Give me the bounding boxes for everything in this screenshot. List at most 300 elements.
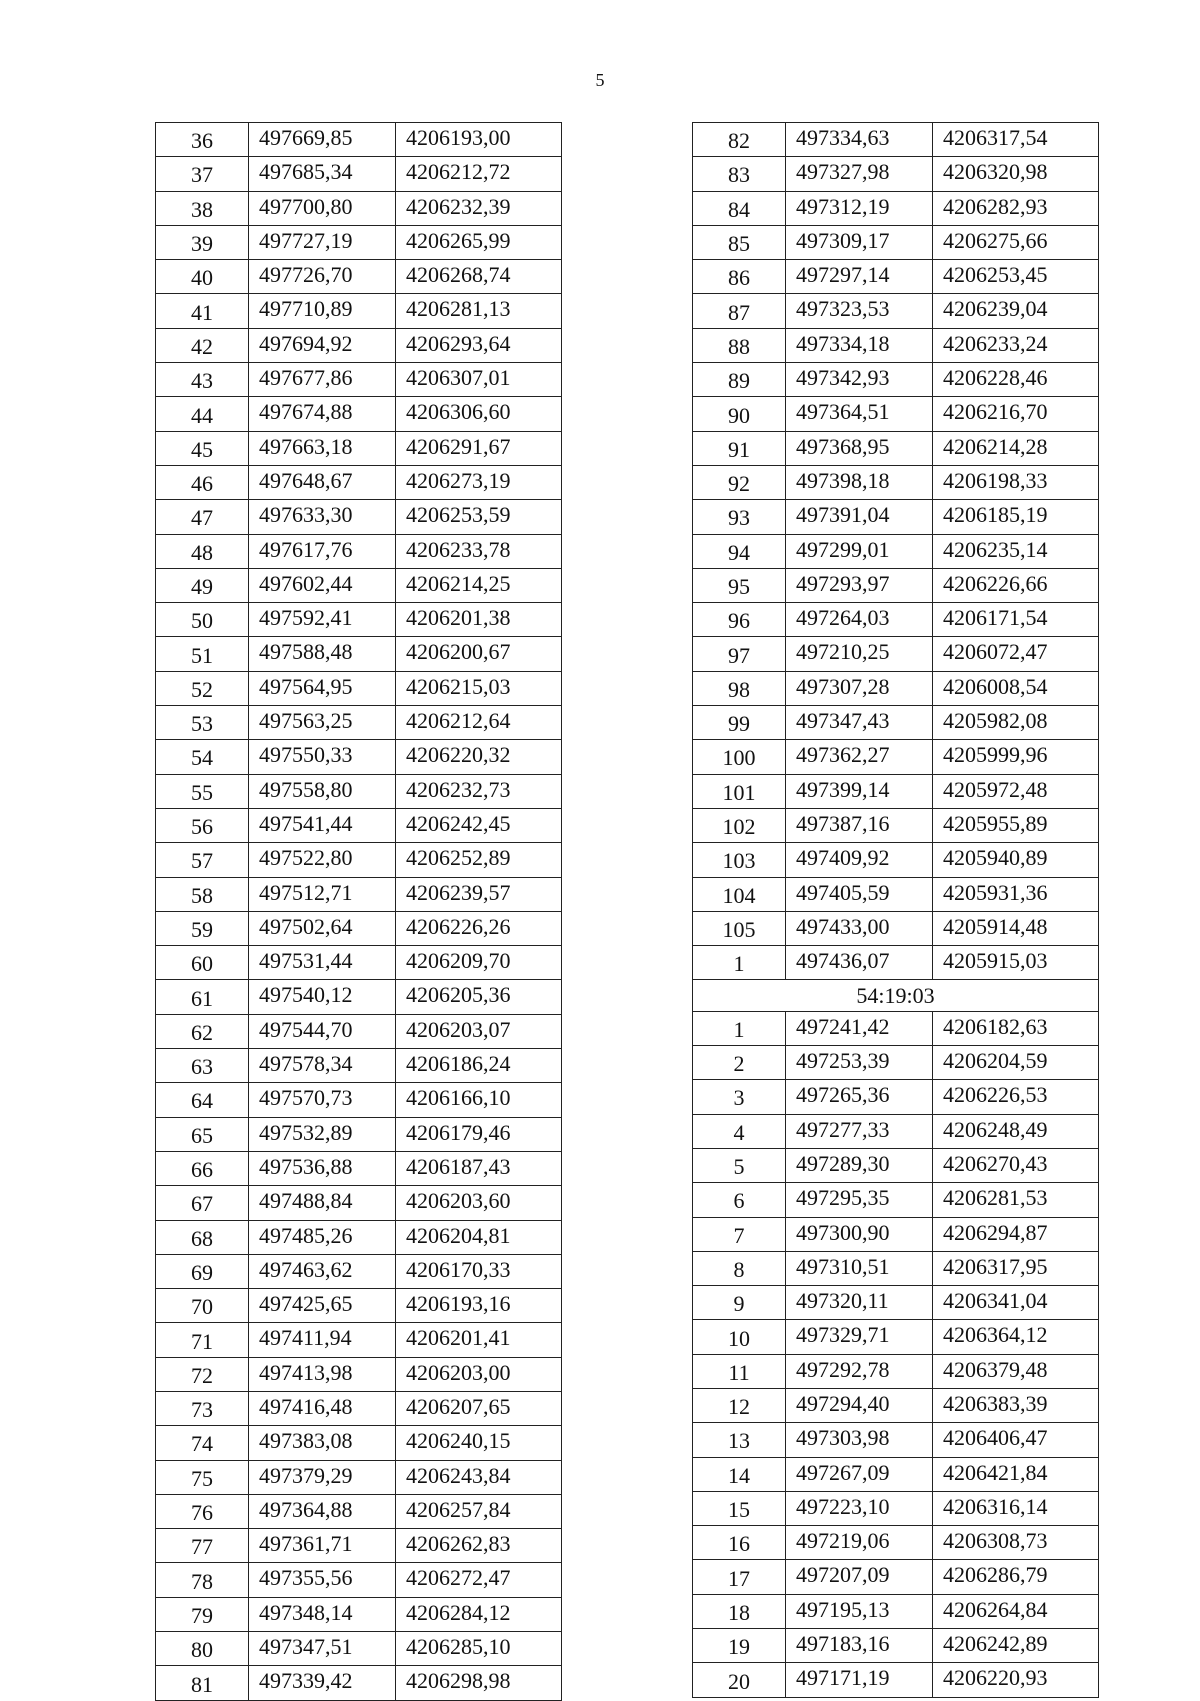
y-coordinate-cell: 4206201,41 (396, 1323, 562, 1357)
x-coordinate-cell: 497387,16 (786, 808, 933, 842)
table-row (156, 706, 562, 740)
y-coordinate-cell: 4206212,64 (396, 706, 562, 740)
table-row (693, 157, 1099, 191)
table-row (156, 1563, 562, 1597)
table-row (693, 397, 1099, 431)
point-number-cell: 93 (693, 500, 786, 534)
table-row (693, 671, 1099, 705)
point-number-cell: 65 (156, 1117, 249, 1151)
point-number-cell: 75 (156, 1460, 249, 1494)
table-row (156, 363, 562, 397)
point-number-cell: 59 (156, 911, 249, 945)
y-coordinate-cell: 4205999,96 (933, 740, 1099, 774)
x-coordinate-cell: 497297,14 (786, 260, 933, 294)
x-coordinate-cell: 497463,62 (249, 1254, 396, 1288)
table-row (156, 1220, 562, 1254)
table-row (693, 911, 1099, 945)
table-row (693, 191, 1099, 225)
y-coordinate-cell: 4206214,28 (933, 431, 1099, 465)
y-coordinate-cell: 4206307,01 (396, 363, 562, 397)
point-number-cell: 92 (693, 465, 786, 499)
y-coordinate-cell: 4206316,14 (933, 1491, 1099, 1525)
x-coordinate-cell: 497416,48 (249, 1391, 396, 1425)
point-number-cell: 39 (156, 225, 249, 259)
point-number-cell: 14 (693, 1457, 786, 1491)
table-row (693, 294, 1099, 328)
table-row (693, 808, 1099, 842)
x-coordinate-cell: 497183,16 (786, 1629, 933, 1663)
point-number-cell: 13 (693, 1423, 786, 1457)
y-coordinate-cell: 4206186,24 (396, 1049, 562, 1083)
table-row (693, 1388, 1099, 1422)
point-number-cell: 12 (693, 1388, 786, 1422)
point-number-cell: 85 (693, 225, 786, 259)
x-coordinate-cell: 497323,53 (786, 294, 933, 328)
point-number-cell: 87 (693, 294, 786, 328)
y-coordinate-cell: 4206201,38 (396, 603, 562, 637)
table-row (693, 1183, 1099, 1217)
point-number-cell: 42 (156, 328, 249, 362)
x-coordinate-cell: 497485,26 (249, 1220, 396, 1254)
table-row (156, 1632, 562, 1666)
point-number-cell: 102 (693, 808, 786, 842)
y-coordinate-cell: 4206232,39 (396, 191, 562, 225)
y-coordinate-cell: 4206294,87 (933, 1217, 1099, 1251)
point-number-cell: 37 (156, 157, 249, 191)
table-row (156, 911, 562, 945)
point-number-cell: 62 (156, 1014, 249, 1048)
x-coordinate-cell: 497413,98 (249, 1357, 396, 1391)
y-coordinate-cell: 4206252,89 (396, 843, 562, 877)
y-coordinate-cell: 4206317,95 (933, 1251, 1099, 1285)
table-row (693, 328, 1099, 362)
y-coordinate-cell: 4206242,89 (933, 1629, 1099, 1663)
x-coordinate-cell: 497292,78 (786, 1354, 933, 1388)
x-coordinate-cell: 497355,56 (249, 1563, 396, 1597)
x-coordinate-cell: 497347,51 (249, 1632, 396, 1666)
y-coordinate-cell: 4206233,78 (396, 534, 562, 568)
y-coordinate-cell: 4206253,59 (396, 500, 562, 534)
point-number-cell: 5 (693, 1148, 786, 1182)
y-coordinate-cell: 4206248,49 (933, 1114, 1099, 1148)
table-row (156, 637, 562, 671)
x-coordinate-cell: 497312,19 (786, 191, 933, 225)
x-coordinate-cell: 497540,12 (249, 980, 396, 1014)
y-coordinate-cell: 4206306,60 (396, 397, 562, 431)
x-coordinate-cell: 497295,35 (786, 1183, 933, 1217)
y-coordinate-cell: 4206179,46 (396, 1117, 562, 1151)
x-coordinate-cell: 497617,76 (249, 534, 396, 568)
y-coordinate-cell: 4205955,89 (933, 808, 1099, 842)
x-coordinate-cell: 497310,51 (786, 1251, 933, 1285)
x-coordinate-cell: 497241,42 (786, 1011, 933, 1045)
point-number-cell: 44 (156, 397, 249, 431)
x-coordinate-cell: 497532,89 (249, 1117, 396, 1151)
y-coordinate-cell: 4206166,10 (396, 1083, 562, 1117)
point-number-cell: 54 (156, 740, 249, 774)
y-coordinate-cell: 4206341,04 (933, 1286, 1099, 1320)
table-row (693, 1526, 1099, 1560)
y-coordinate-cell: 4206275,66 (933, 225, 1099, 259)
point-number-cell: 49 (156, 568, 249, 602)
point-number-cell: 50 (156, 603, 249, 637)
point-number-cell: 83 (693, 157, 786, 191)
table-row (156, 1151, 562, 1185)
point-number-cell: 89 (693, 363, 786, 397)
point-number-cell: 6 (693, 1183, 786, 1217)
x-coordinate-cell: 497563,25 (249, 706, 396, 740)
x-coordinate-cell: 497362,27 (786, 740, 933, 774)
y-coordinate-cell: 4206281,53 (933, 1183, 1099, 1217)
x-coordinate-cell: 497544,70 (249, 1014, 396, 1048)
point-number-cell: 79 (156, 1597, 249, 1631)
point-number-cell: 18 (693, 1594, 786, 1628)
y-coordinate-cell: 4206008,54 (933, 671, 1099, 705)
y-coordinate-cell: 4206281,13 (396, 294, 562, 328)
point-number-cell: 57 (156, 843, 249, 877)
table-row (156, 1494, 562, 1528)
y-coordinate-cell: 4206205,36 (396, 980, 562, 1014)
x-coordinate-cell: 497289,30 (786, 1148, 933, 1182)
y-coordinate-cell: 4206239,04 (933, 294, 1099, 328)
x-coordinate-cell: 497368,95 (786, 431, 933, 465)
point-number-cell: 80 (156, 1632, 249, 1666)
table-row (156, 1083, 562, 1117)
table-row (156, 1289, 562, 1323)
y-coordinate-cell: 4206257,84 (396, 1494, 562, 1528)
point-number-cell: 15 (693, 1491, 786, 1525)
y-coordinate-cell: 4206272,47 (396, 1563, 562, 1597)
x-coordinate-cell: 497267,09 (786, 1457, 933, 1491)
table-row (693, 1594, 1099, 1628)
x-coordinate-cell: 497710,89 (249, 294, 396, 328)
y-coordinate-cell: 4206406,47 (933, 1423, 1099, 1457)
point-number-cell: 19 (693, 1629, 786, 1663)
y-coordinate-cell: 4206226,66 (933, 568, 1099, 602)
x-coordinate-cell: 497309,17 (786, 225, 933, 259)
point-number-cell: 9 (693, 1286, 786, 1320)
x-coordinate-cell: 497522,80 (249, 843, 396, 877)
y-coordinate-cell: 4206233,24 (933, 328, 1099, 362)
x-coordinate-cell: 497223,10 (786, 1491, 933, 1525)
table-row (156, 1186, 562, 1220)
y-coordinate-cell: 4206170,33 (396, 1254, 562, 1288)
table-row (693, 1457, 1099, 1491)
y-coordinate-cell: 4206187,43 (396, 1151, 562, 1185)
point-number-cell: 94 (693, 534, 786, 568)
y-coordinate-cell: 4206273,19 (396, 465, 562, 499)
x-coordinate-cell: 497578,34 (249, 1049, 396, 1083)
y-coordinate-cell: 4206286,79 (933, 1560, 1099, 1594)
table-row (693, 1629, 1099, 1663)
point-number-cell: 66 (156, 1151, 249, 1185)
table-row (156, 328, 562, 362)
x-coordinate-cell: 497334,63 (786, 123, 933, 157)
y-coordinate-cell: 4206171,54 (933, 603, 1099, 637)
y-coordinate-cell: 4206203,60 (396, 1186, 562, 1220)
y-coordinate-cell: 4206253,45 (933, 260, 1099, 294)
table-row (693, 740, 1099, 774)
table-row (693, 843, 1099, 877)
table-row (156, 1597, 562, 1631)
x-coordinate-cell: 497592,41 (249, 603, 396, 637)
table-row (693, 123, 1099, 157)
table-row (693, 1354, 1099, 1388)
point-number-cell: 7 (693, 1217, 786, 1251)
table-row (693, 1046, 1099, 1080)
x-coordinate-cell: 497694,92 (249, 328, 396, 362)
y-coordinate-cell: 4206282,93 (933, 191, 1099, 225)
y-coordinate-cell: 4206291,67 (396, 431, 562, 465)
point-number-cell: 56 (156, 808, 249, 842)
y-coordinate-cell: 4206285,10 (396, 1632, 562, 1666)
y-coordinate-cell: 4206379,48 (933, 1354, 1099, 1388)
table-row (156, 946, 562, 980)
x-coordinate-cell: 497303,98 (786, 1423, 933, 1457)
x-coordinate-cell: 497293,97 (786, 568, 933, 602)
point-number-cell: 98 (693, 671, 786, 705)
y-coordinate-cell: 4206220,32 (396, 740, 562, 774)
y-coordinate-cell: 4206185,19 (933, 500, 1099, 534)
y-coordinate-cell: 4206270,43 (933, 1148, 1099, 1182)
table-row (156, 465, 562, 499)
x-coordinate-cell: 497294,40 (786, 1388, 933, 1422)
table-row (693, 225, 1099, 259)
x-coordinate-cell: 497663,18 (249, 431, 396, 465)
y-coordinate-cell: 4206215,03 (396, 671, 562, 705)
table-row (156, 740, 562, 774)
x-coordinate-cell: 497348,14 (249, 1597, 396, 1631)
point-number-cell: 48 (156, 534, 249, 568)
table-row (693, 1114, 1099, 1148)
x-coordinate-cell: 497541,44 (249, 808, 396, 842)
y-coordinate-cell: 4206072,47 (933, 637, 1099, 671)
x-coordinate-cell: 497277,33 (786, 1114, 933, 1148)
y-coordinate-cell: 4206207,65 (396, 1391, 562, 1425)
y-coordinate-cell: 4206320,98 (933, 157, 1099, 191)
y-coordinate-cell: 4206262,83 (396, 1529, 562, 1563)
point-number-cell: 36 (156, 123, 249, 157)
x-coordinate-cell: 497329,71 (786, 1320, 933, 1354)
table-row (156, 774, 562, 808)
y-coordinate-cell: 4206317,54 (933, 123, 1099, 157)
point-number-cell: 95 (693, 568, 786, 602)
table-row (693, 1320, 1099, 1354)
x-coordinate-cell: 497405,59 (786, 877, 933, 911)
point-number-cell: 74 (156, 1426, 249, 1460)
y-coordinate-cell: 4206232,73 (396, 774, 562, 808)
table-row (156, 1460, 562, 1494)
y-coordinate-cell: 4206198,33 (933, 465, 1099, 499)
point-number-cell: 8 (693, 1251, 786, 1285)
x-coordinate-cell: 497648,67 (249, 465, 396, 499)
x-coordinate-cell: 497531,44 (249, 946, 396, 980)
point-number-cell: 46 (156, 465, 249, 499)
x-coordinate-cell: 497726,70 (249, 260, 396, 294)
point-number-cell: 45 (156, 431, 249, 465)
point-number-cell: 68 (156, 1220, 249, 1254)
y-coordinate-cell: 4206214,25 (396, 568, 562, 602)
x-coordinate-cell: 497399,14 (786, 774, 933, 808)
point-number-cell: 1 (693, 946, 786, 980)
table-row (156, 603, 562, 637)
point-number-cell: 3 (693, 1080, 786, 1114)
y-coordinate-cell: 4206226,53 (933, 1080, 1099, 1114)
x-coordinate-cell: 497327,98 (786, 157, 933, 191)
x-coordinate-cell: 497300,90 (786, 1217, 933, 1251)
point-number-cell: 70 (156, 1289, 249, 1323)
point-number-cell: 60 (156, 946, 249, 980)
x-coordinate-cell: 497379,29 (249, 1460, 396, 1494)
table-row (156, 1049, 562, 1083)
y-coordinate-cell: 4206308,73 (933, 1526, 1099, 1560)
y-coordinate-cell: 4206203,07 (396, 1014, 562, 1048)
point-number-cell: 11 (693, 1354, 786, 1388)
point-number-cell: 58 (156, 877, 249, 911)
y-coordinate-cell: 4206212,72 (396, 157, 562, 191)
y-coordinate-cell: 4206216,70 (933, 397, 1099, 431)
x-coordinate-cell: 497677,86 (249, 363, 396, 397)
point-number-cell: 51 (156, 637, 249, 671)
point-number-cell: 2 (693, 1046, 786, 1080)
y-coordinate-cell: 4205931,36 (933, 877, 1099, 911)
table-row (693, 706, 1099, 740)
y-coordinate-cell: 4205940,89 (933, 843, 1099, 877)
point-number-cell: 103 (693, 843, 786, 877)
table-row (693, 1286, 1099, 1320)
point-number-cell: 88 (693, 328, 786, 362)
x-coordinate-cell: 497383,08 (249, 1426, 396, 1460)
y-coordinate-cell: 4206383,39 (933, 1388, 1099, 1422)
point-number-cell: 16 (693, 1526, 786, 1560)
x-coordinate-cell: 497633,30 (249, 500, 396, 534)
x-coordinate-cell: 497602,44 (249, 568, 396, 602)
y-coordinate-cell: 4206293,64 (396, 328, 562, 362)
point-number-cell: 84 (693, 191, 786, 225)
x-coordinate-cell: 497436,07 (786, 946, 933, 980)
point-number-cell: 82 (693, 123, 786, 157)
point-number-cell: 17 (693, 1560, 786, 1594)
x-coordinate-cell: 497570,73 (249, 1083, 396, 1117)
point-number-cell: 100 (693, 740, 786, 774)
x-coordinate-cell: 497550,33 (249, 740, 396, 774)
table-row (156, 843, 562, 877)
point-number-cell: 76 (156, 1494, 249, 1528)
table-row (693, 431, 1099, 465)
table-row (156, 877, 562, 911)
table-row (693, 363, 1099, 397)
y-coordinate-cell: 4206240,15 (396, 1426, 562, 1460)
point-number-cell: 78 (156, 1563, 249, 1597)
table-row (693, 260, 1099, 294)
x-coordinate-cell: 497195,13 (786, 1594, 933, 1628)
point-number-cell: 105 (693, 911, 786, 945)
point-number-cell: 47 (156, 500, 249, 534)
point-number-cell: 20 (693, 1663, 786, 1697)
table-row (156, 534, 562, 568)
x-coordinate-cell: 497265,36 (786, 1080, 933, 1114)
y-coordinate-cell: 4206268,74 (396, 260, 562, 294)
x-coordinate-cell: 497727,19 (249, 225, 396, 259)
x-coordinate-cell: 497219,06 (786, 1526, 933, 1560)
table-row (156, 1391, 562, 1425)
table-row (156, 1117, 562, 1151)
table-row (693, 534, 1099, 568)
x-coordinate-cell: 497674,88 (249, 397, 396, 431)
x-coordinate-cell: 497488,84 (249, 1186, 396, 1220)
point-number-cell: 53 (156, 706, 249, 740)
point-number-cell: 101 (693, 774, 786, 808)
point-number-cell: 86 (693, 260, 786, 294)
x-coordinate-cell: 497564,95 (249, 671, 396, 705)
y-coordinate-cell: 4206239,57 (396, 877, 562, 911)
table-row (156, 1426, 562, 1460)
y-coordinate-cell: 4206200,67 (396, 637, 562, 671)
x-coordinate-cell: 497700,80 (249, 191, 396, 225)
x-coordinate-cell: 497307,28 (786, 671, 933, 705)
y-coordinate-cell: 4206235,14 (933, 534, 1099, 568)
point-number-cell: 61 (156, 980, 249, 1014)
point-number-cell: 96 (693, 603, 786, 637)
y-coordinate-cell: 4206182,63 (933, 1011, 1099, 1045)
x-coordinate-cell: 497398,18 (786, 465, 933, 499)
x-coordinate-cell: 497364,51 (786, 397, 933, 431)
x-coordinate-cell: 497347,43 (786, 706, 933, 740)
point-number-cell: 104 (693, 877, 786, 911)
table-row (693, 1423, 1099, 1457)
point-number-cell: 91 (693, 431, 786, 465)
point-number-cell: 43 (156, 363, 249, 397)
table-row (156, 191, 562, 225)
x-coordinate-cell: 497342,93 (786, 363, 933, 397)
table-row (693, 465, 1099, 499)
table-row (693, 774, 1099, 808)
point-number-cell: 90 (693, 397, 786, 431)
point-number-cell: 67 (156, 1186, 249, 1220)
y-coordinate-cell: 4206265,99 (396, 225, 562, 259)
y-coordinate-cell: 4206209,70 (396, 946, 562, 980)
table-row (156, 431, 562, 465)
page-number: 5 (595, 70, 605, 90)
table-row (693, 1491, 1099, 1525)
y-coordinate-cell: 4206203,00 (396, 1357, 562, 1391)
section-title: 54:19:03 (693, 980, 1099, 1011)
x-coordinate-cell: 497558,80 (249, 774, 396, 808)
x-coordinate-cell: 497210,25 (786, 637, 933, 671)
point-number-cell: 38 (156, 191, 249, 225)
section-header-row (693, 980, 1099, 1011)
x-coordinate-cell: 497339,42 (249, 1666, 396, 1700)
table-row (156, 1666, 562, 1700)
x-coordinate-cell: 497425,65 (249, 1289, 396, 1323)
coordinates-table-right (692, 122, 1099, 1698)
table-row (693, 877, 1099, 911)
table-row (693, 1560, 1099, 1594)
x-coordinate-cell: 497512,71 (249, 877, 396, 911)
table-row (156, 808, 562, 842)
x-coordinate-cell: 497207,09 (786, 1560, 933, 1594)
point-number-cell: 1 (693, 1011, 786, 1045)
y-coordinate-cell: 4206421,84 (933, 1457, 1099, 1491)
y-coordinate-cell: 4206228,46 (933, 363, 1099, 397)
y-coordinate-cell: 4206204,59 (933, 1046, 1099, 1080)
table-row (156, 1529, 562, 1563)
y-coordinate-cell: 4205982,08 (933, 706, 1099, 740)
point-number-cell: 55 (156, 774, 249, 808)
y-coordinate-cell: 4206364,12 (933, 1320, 1099, 1354)
table-row (693, 603, 1099, 637)
point-number-cell: 99 (693, 706, 786, 740)
